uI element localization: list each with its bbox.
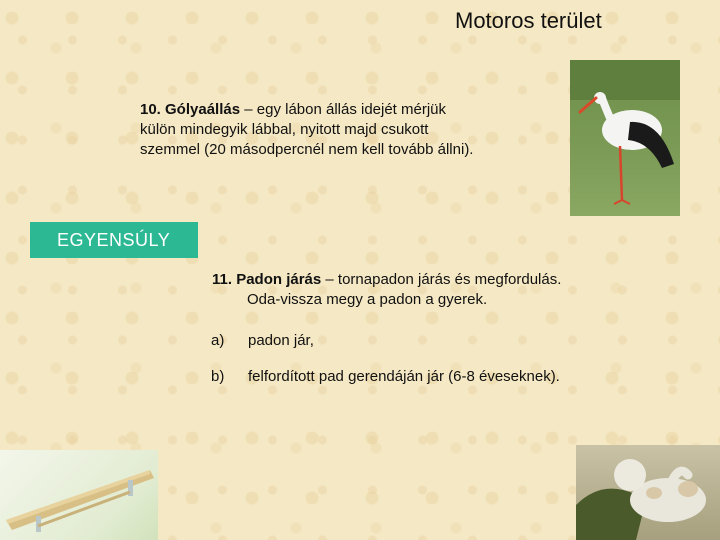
exercise-10-text: [140, 100, 560, 160]
list-text: felfordított pad gerendáján jár (6-8 éveseknek).: [248, 368, 560, 385]
exercise-11-line2: Oda-vissza megy a padon a gyerek.: [247, 291, 488, 308]
stork-photo: [570, 60, 680, 216]
exercise-10-line2: külön mindegyik lábbal, nyitott majd csukott: [140, 121, 429, 138]
exercise-10-line3: szemmel (20 másodpercnél nem kell tovább állni).: [140, 141, 474, 158]
exercise-10-desc: – egy lábon állás idejét mérjük: [240, 101, 447, 118]
category-label-box: EGYENSÚLY: [30, 222, 198, 258]
cat-photo: [576, 445, 720, 540]
list-item: [211, 332, 314, 349]
list-item: [211, 368, 560, 385]
list-text: padon jár,: [248, 332, 314, 349]
list-marker: b): [211, 368, 225, 385]
list-marker: a): [211, 332, 225, 349]
exercise-11-title: 11. Padon járás: [212, 271, 322, 288]
gym-bench-photo: [0, 450, 158, 540]
exercise-11-text: [212, 270, 652, 310]
bench-image: [0, 450, 158, 540]
exercise-11-line1: [212, 270, 652, 290]
exercise-10-line1: [140, 100, 560, 120]
stork-image: [570, 60, 680, 216]
exercise-11-desc: – tornapadon járás és megfordulás.: [321, 271, 562, 288]
slide-title: Motoros terület: [455, 8, 602, 33]
exercise-10-title: 10. Gólyaállás: [140, 101, 241, 118]
cat-image: [576, 445, 720, 540]
